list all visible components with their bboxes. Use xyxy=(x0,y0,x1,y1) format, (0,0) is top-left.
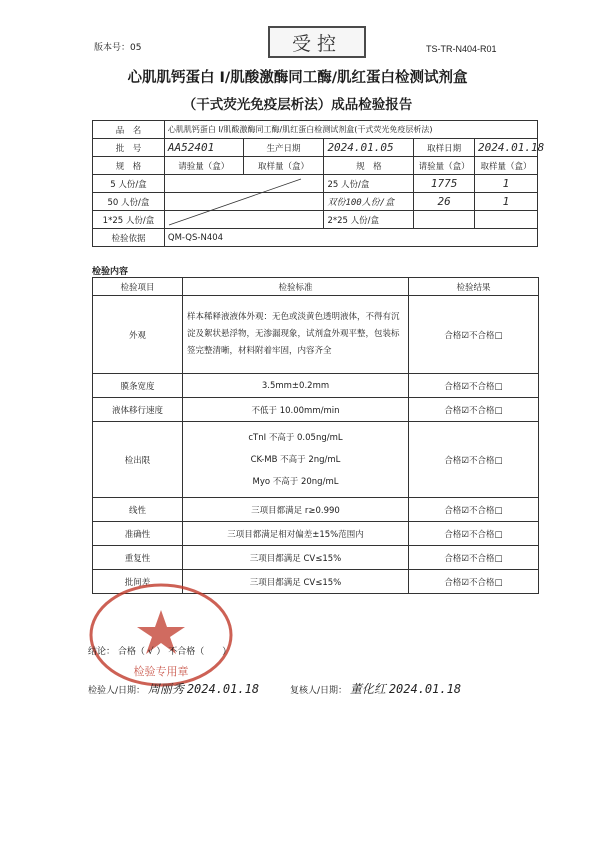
reviewer-label: 复核人/日期： xyxy=(290,686,348,696)
conclusion-unqualified: 不合格（ ） xyxy=(168,647,232,657)
standard-linearity: 三项目都满足 r≥0.990 xyxy=(183,498,409,522)
prod-date-label: 生产日期 xyxy=(243,139,324,157)
sample-date-value: 2024.01.18 xyxy=(474,139,537,157)
detection-limit-ctni: cTnI 不高于 0.05ng/mL xyxy=(248,432,343,443)
spec-row-0: 5 人份/盒 xyxy=(93,175,165,193)
item-linearity: 线性 xyxy=(93,498,183,522)
detection-limit-ckmb: CK-MB 不高于 2ng/mL xyxy=(250,454,341,465)
spec-label-2: 规 格 xyxy=(324,157,414,175)
reviewer-line xyxy=(290,680,461,697)
standard-batch-difference: 三项目都满足 CV≤15% xyxy=(183,570,409,594)
qty2-row-0: 1775 xyxy=(414,175,475,193)
basis-value: QM-QS-N404 xyxy=(164,229,537,247)
standard-appearance: 样本稀释液液体外观：无色或淡黄色透明液体，不得有沉淀及絮状悬浮物，无渗漏现象，试剂盒外观平整，包装标签完整清晰，材料附着牢固，内容齐全 xyxy=(183,296,409,374)
standard-repeatability: 三项目都满足 CV≤15% xyxy=(183,546,409,570)
batch-value: AA52401 xyxy=(164,139,243,157)
qty-label-2: 请验量（盒） xyxy=(414,157,475,175)
item-detection-limit: 检出限 xyxy=(93,422,183,498)
result-batch-difference: 合格☑不合格□ xyxy=(409,570,539,594)
item-appearance: 外观 xyxy=(93,296,183,374)
standard-detection-limit xyxy=(183,422,409,498)
sample-qty-label-2: 取样量（盒） xyxy=(474,157,537,175)
sample2-row-2 xyxy=(474,211,537,229)
product-info-table xyxy=(92,120,545,247)
item-flow-speed: 液体移行速度 xyxy=(93,398,183,422)
sample-date-label: 取样日期 xyxy=(414,139,475,157)
spec-label: 规 格 xyxy=(93,157,165,175)
spec-row-1: 50 人份/盒 xyxy=(93,193,165,211)
product-value: 心肌肌钙蛋白 I/肌酸激酶同工酶/肌红蛋白检测试剂盒(干式荧光免疫层析法) xyxy=(164,121,537,139)
inspector-line xyxy=(88,680,259,697)
qty-label: 请验量（盒） xyxy=(164,157,243,175)
result-repeatability: 合格☑不合格□ xyxy=(409,546,539,570)
conclusion-line xyxy=(88,644,231,657)
conclusion-qualified: 合格（ √ ） xyxy=(117,647,166,657)
prod-date-value: 2024.01.05 xyxy=(324,139,414,157)
product-label: 品 名 xyxy=(93,121,165,139)
standard-accuracy: 三项目都满足相对偏差±15%范围内 xyxy=(183,522,409,546)
inspector-date: 2024.01.18 xyxy=(186,682,260,696)
seal-text: 检验专用章 xyxy=(133,665,189,678)
conclusion-label: 结论： xyxy=(88,647,116,657)
spec-row-2: 1*25 人份/盒 xyxy=(93,211,165,229)
spec2-row-0: 25 人份/盒 xyxy=(324,175,414,193)
document-number: TS-TR-N404-R01 xyxy=(426,44,497,54)
strike-line-icon xyxy=(165,175,305,229)
qty2-row-2 xyxy=(414,211,475,229)
reviewer-date: 2024.01.18 xyxy=(388,682,462,696)
controlled-stamp: 受控 xyxy=(268,26,366,58)
inspection-seal xyxy=(86,580,236,690)
result-detection-limit: 合格☑不合格□ xyxy=(409,422,539,498)
result-accuracy: 合格☑不合格□ xyxy=(409,522,539,546)
report-title-line1: 心肌肌钙蛋白 I/肌酸激酶同工酶/肌红蛋白检测试剂盒 xyxy=(127,70,468,86)
batch-label: 批 号 xyxy=(93,139,165,157)
result-strip-width: 合格☑不合格□ xyxy=(409,374,539,398)
standard-strip-width: 3.5mm±0.2mm xyxy=(183,374,409,398)
inspection-table xyxy=(92,277,539,594)
col-result-header: 检验结果 xyxy=(409,278,539,296)
item-accuracy: 准确性 xyxy=(93,522,183,546)
col-standard-header: 检验标准 xyxy=(183,278,409,296)
report-title-line2: （干式荧光免疫层析法）成品检验报告 xyxy=(182,97,413,113)
item-repeatability: 重复性 xyxy=(93,546,183,570)
col-item-header: 检验项目 xyxy=(93,278,183,296)
sample2-row-1: 1 xyxy=(474,193,537,211)
qty2-row-1: 26 xyxy=(414,193,475,211)
inspector-label: 检验人/日期： xyxy=(88,686,146,696)
section-title: 检验内容 xyxy=(92,267,129,277)
spec2-row-2: 2*25 人份/盒 xyxy=(324,211,414,229)
reviewer-signature: 董化红 xyxy=(349,682,386,696)
standard-flow-speed: 不低于 10.00mm/min xyxy=(183,398,409,422)
result-appearance: 合格☑不合格□ xyxy=(409,296,539,374)
detection-limit-myo: Myo 不高于 20ng/mL xyxy=(252,476,339,487)
result-linearity: 合格☑不合格□ xyxy=(409,498,539,522)
inspector-signature: 周丽秀 xyxy=(147,682,184,696)
item-batch-difference: 批间差 xyxy=(93,570,183,594)
item-strip-width: 膜条宽度 xyxy=(93,374,183,398)
sample2-row-0: 1 xyxy=(474,175,537,193)
basis-label: 检验依据 xyxy=(93,229,165,247)
sample-qty-label: 取样量（盒） xyxy=(243,157,324,175)
version-number: 版本号：05 xyxy=(94,43,142,53)
strike-cell xyxy=(164,175,324,193)
spec2-row-1: 双份100人份/盒 xyxy=(324,193,414,211)
result-flow-speed: 合格☑不合格□ xyxy=(409,398,539,422)
